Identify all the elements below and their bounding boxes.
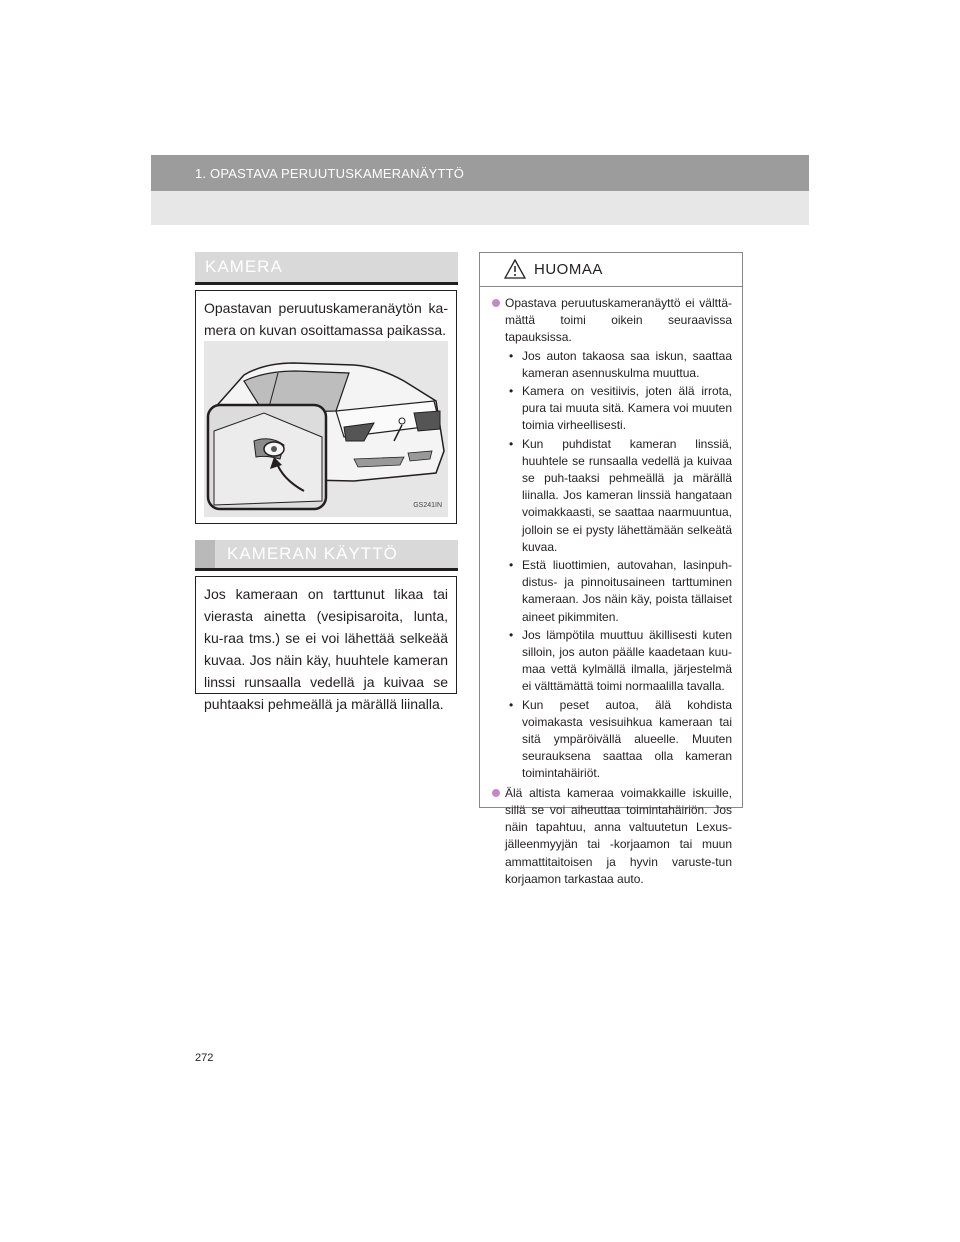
sub-bullet-icon: • [509, 384, 514, 399]
kaytto-text: Jos kameraan on tarttunut likaa tai vierasta ainetta (vesipisaroita, lunta, ku-raa tms.) se ei voi lähettää selkeää kuvaa. Jos näin käy, huuhtele kameran linssi runsaalla vedellä ja kuivaa se puhtaaksi pehmeällä ja märällä liinalla. [204, 586, 448, 712]
sub-bullet-icon: • [509, 697, 514, 712]
sub-bullet-icon: • [509, 436, 514, 451]
section-heading-label: KAMERAN KÄYTTÖ [227, 544, 398, 563]
bullet-icon [492, 299, 500, 307]
notice-paragraph [492, 785, 732, 888]
chapter-title: 1. OPASTAVA PERUUTUSKAMERANÄYTTÖ [195, 166, 465, 181]
notice-item-text: Jos lämpötila muuttuu äkillisesti kuten silloin, jos auton päälle kaadetaan kuu-maa vettä kylmällä ilmalla, järjestelmä ei välttämättä toimi normaalilla tavalla. [522, 627, 732, 694]
notice-paragraph [492, 295, 732, 783]
sub-bullet-icon: • [509, 627, 514, 642]
notice-list-item [505, 627, 732, 696]
page-number: 272 [195, 1052, 214, 1064]
notice-para2: Älä altista kameraa voimakkaille iskuille, sillä se voi aiheuttaa toimintahäiriön. Jos näin tapahtuu, anna valtuutetun Lexus-jälleenmyyjän tai -korjaamon tai muun ammattitaitoisen ja hyvin varuste-tun korjaamon tarkastaa auto. [505, 785, 732, 886]
notice-title: HUOMAA [534, 261, 603, 278]
notice-item-text: Kun puhdistat kameran linssiä, huuhtele se runsaalla vedellä ja kuivaa se puh-taaksi pehmeällä ja märällä liinalla. Jos kameran linssiä hangataan voimakkaasti, se saattaa naarmuuntua, jolloin se ei pysty lähettämään selkeätä kuvaa. [522, 436, 732, 554]
notice-para1: Opastava peruutuskameranäyttö ei välttä-mättä toimi oikein seuraavissa tapauksissa. [505, 296, 732, 345]
sub-bullet-icon: • [509, 558, 514, 573]
kamera-box [195, 290, 457, 524]
notice-box [479, 252, 743, 886]
camera-location-figure [204, 341, 448, 517]
notice-list-item [505, 348, 732, 382]
bullet-icon [492, 789, 500, 797]
kaytto-box [195, 576, 457, 712]
notice-list-item [505, 557, 732, 626]
section-heading-kaytto [195, 540, 458, 571]
notice-list-item [505, 697, 732, 783]
notice-body [492, 295, 732, 890]
notice-item-text: Jos auton takaosa saa iskun, saattaa kameran asennuskulma muuttua. [522, 348, 732, 380]
warning-triangle-icon [504, 259, 526, 279]
car-rear-illustration [204, 341, 448, 517]
notice-item-text: Kun peset autoa, älä kohdista voimakasta vesisuihkua kameraan tai sitä ympäröivällä alueelle. Muuten seurauksena saattaa olla kameran toimintahäiriöt. [522, 697, 732, 781]
notice-list-item [505, 436, 732, 556]
notice-list-item [505, 383, 732, 435]
notice-item-text: Estä liuottimien, autovahan, lasinpuh-distus- ja pinnoitusaineen tarttuminen kameraan. Jos näin käy, poista tällaiset aineet pikimmiten. [522, 558, 732, 624]
figure-id: GS241IN [413, 502, 442, 509]
section-heading-kamera [195, 252, 458, 285]
notice-header [480, 253, 742, 287]
sub-bullet-icon: • [509, 348, 514, 363]
notice-item-text: Kamera on vesitiivis, joten älä irrota, pura tai muuta sitä. Kamera voi muuten toimia virheellisesti. [522, 384, 732, 433]
section-heading-tab [195, 540, 215, 568]
kamera-text: Opastavan peruutuskameranäytön ka-mera on kuvan osoittamassa paikassa. [204, 300, 448, 338]
section-heading-label: KAMERA [205, 257, 283, 276]
